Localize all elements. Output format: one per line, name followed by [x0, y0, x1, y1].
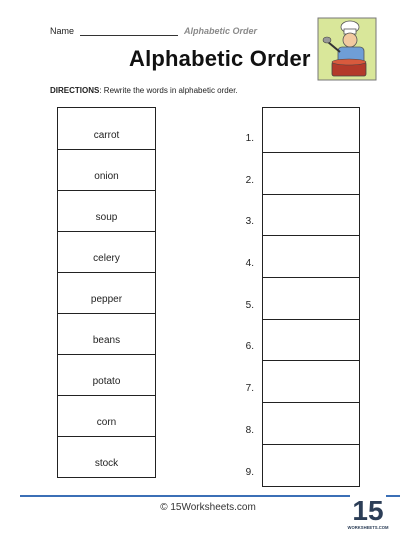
- word-cell: onion: [58, 149, 155, 190]
- answer-box-5[interactable]: [263, 277, 359, 319]
- worksheets-logo: [347, 492, 389, 532]
- answer-box-7[interactable]: [263, 360, 359, 402]
- word-cell: pepper: [58, 272, 155, 313]
- answer-number: 2.: [245, 174, 254, 186]
- answer-box-1[interactable]: [263, 108, 359, 152]
- word-cell: stock: [58, 436, 155, 477]
- word-cell: carrot: [93, 130, 120, 141]
- answer-list: [262, 107, 360, 487]
- page-title: Alphabetic Order: [129, 46, 311, 71]
- answer-number: 7.: [245, 383, 254, 395]
- answer-number: 5.: [245, 299, 254, 311]
- word-cell: soup: [58, 190, 155, 231]
- word-cell: corn: [58, 395, 155, 436]
- answer-number: 4.: [245, 258, 254, 270]
- answer-box-8[interactable]: [263, 402, 359, 444]
- svg-text:WORKSHEETS.COM: WORKSHEETS.COM: [347, 525, 389, 530]
- name-row: [50, 26, 257, 36]
- answer-number: 3.: [245, 216, 254, 228]
- chef-illustration: [318, 18, 376, 80]
- answer-number: 6.: [245, 341, 254, 353]
- answer-box-3[interactable]: [263, 194, 359, 236]
- answer-box-6[interactable]: [263, 319, 359, 361]
- word-cell: beans: [58, 313, 155, 354]
- name-line: [80, 27, 178, 36]
- word-cell: potato: [58, 354, 155, 395]
- answer-number: 1.: [245, 133, 254, 144]
- directions-text: : Rewrite the words in alphabetic order.: [99, 86, 238, 95]
- subject-label: Alphabetic Order: [184, 26, 258, 36]
- answer-box-9[interactable]: [263, 444, 359, 486]
- footer-divider: [20, 495, 400, 497]
- directions-label: DIRECTIONS: [50, 86, 100, 95]
- answer-number: 9.: [245, 466, 254, 478]
- answer-box-2[interactable]: [263, 152, 359, 194]
- word-list: [57, 107, 156, 478]
- name-label: Name: [50, 26, 75, 36]
- answer-box-4[interactable]: [263, 235, 359, 277]
- svg-text:15: 15: [352, 495, 384, 526]
- word-cell: celery: [58, 231, 155, 272]
- answer-numbers: [230, 107, 254, 485]
- answer-number: 8.: [245, 424, 254, 436]
- directions: [50, 86, 238, 95]
- footer-copyright: © 15Worksheets.com: [160, 502, 256, 513]
